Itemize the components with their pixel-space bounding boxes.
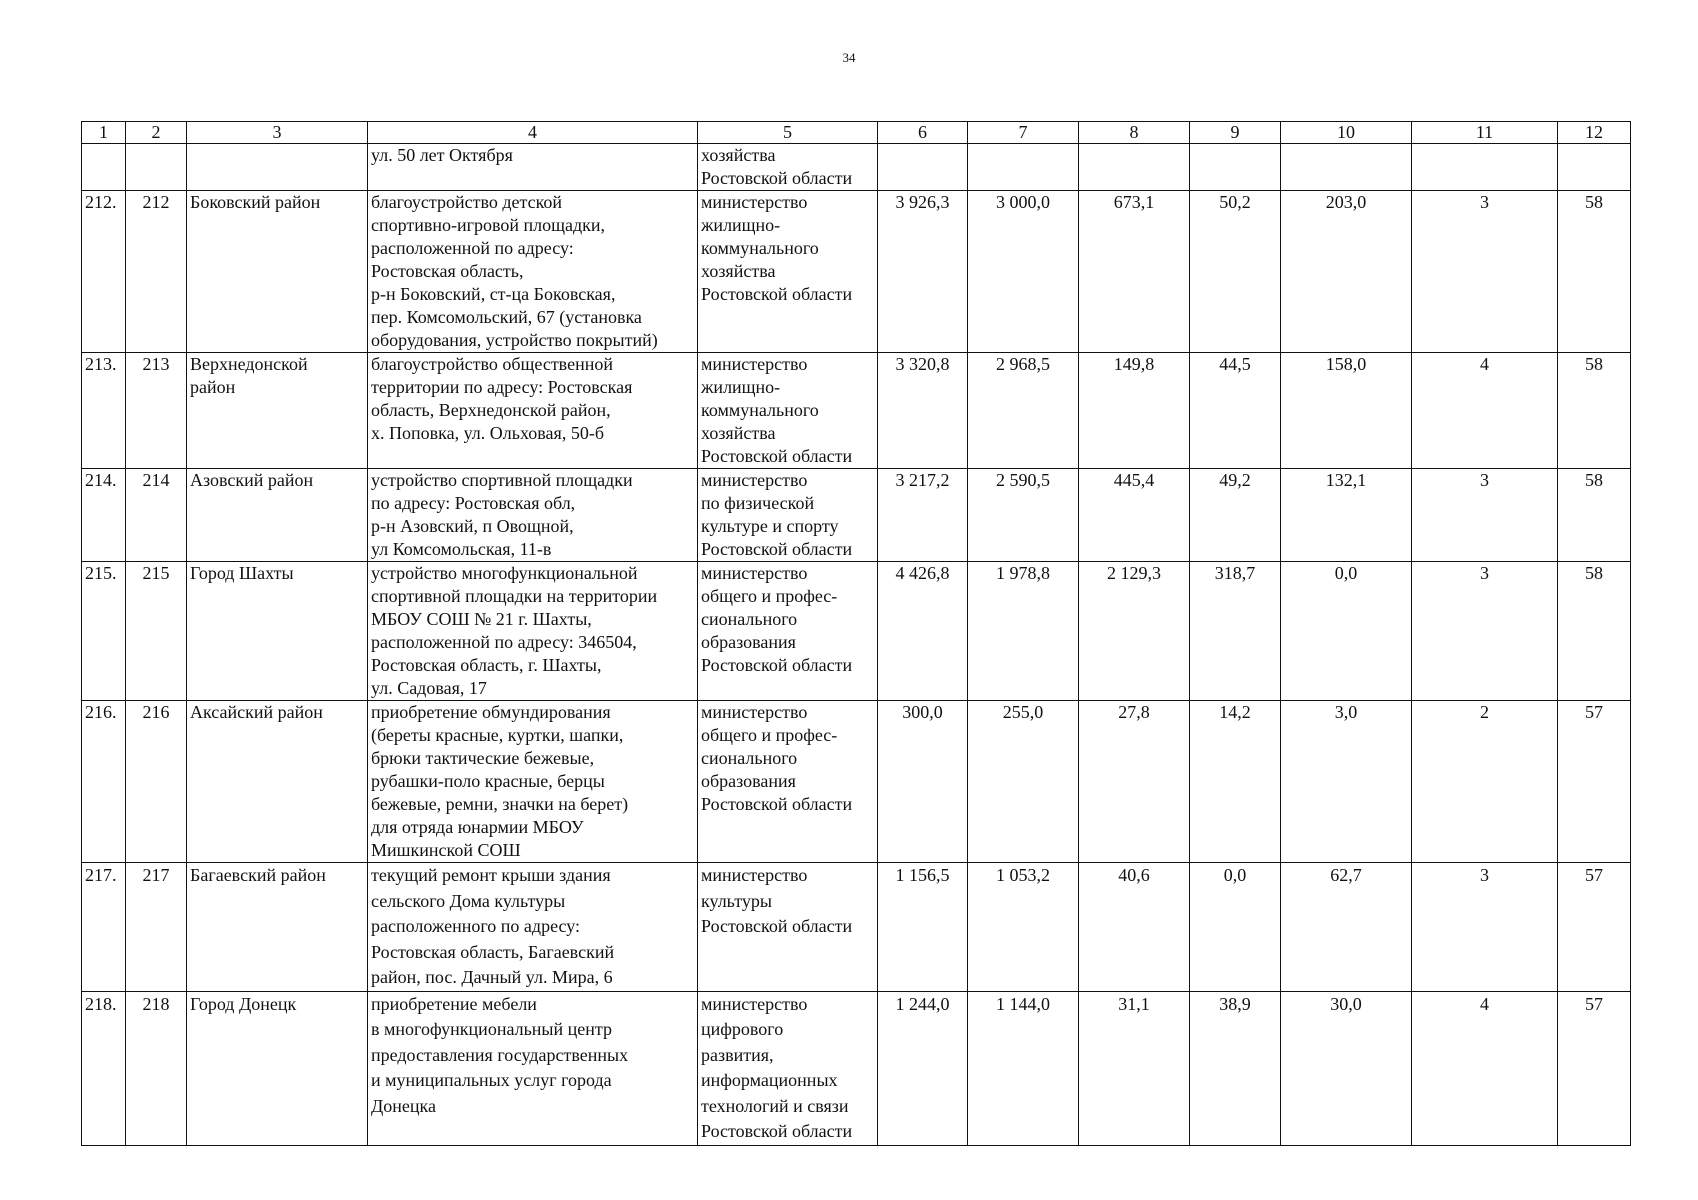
cell-total: 4 426,8 (878, 562, 968, 701)
cell-number: 214. (82, 469, 126, 562)
cell-agency-line: министерство (701, 563, 808, 583)
cell-description-line: область, Верхнедонской район, (371, 400, 611, 420)
cell-index: 213 (126, 353, 187, 469)
cell-col-6 (878, 144, 968, 191)
cell-col-10 (1281, 144, 1412, 191)
cell-district (187, 191, 368, 353)
cell-description-line: ул. 50 лет Октября (371, 145, 513, 165)
cell-description-line: приобретение обмундирования (371, 702, 611, 722)
cell-agency-line: министерство (701, 354, 808, 374)
cell-agency-line: министерство (701, 470, 808, 490)
cell-description (368, 562, 698, 701)
cell-agency-line: министерство (701, 192, 808, 212)
cell-col-9: 318,7 (1190, 562, 1281, 701)
cell-description-line: текущий ремонт крыши здания (371, 865, 611, 885)
cell-agency-line: Ростовской области (701, 539, 853, 559)
column-header-10: 10 (1281, 122, 1412, 144)
cell-description-line: оборудования, устройство покрытий) (371, 330, 658, 350)
cell-total: 3 926,3 (878, 191, 968, 353)
cell-agency-line: сионального (701, 609, 798, 629)
cell-col-12: 58 (1558, 469, 1631, 562)
column-header-7: 7 (968, 122, 1079, 144)
cell-description-line: расположенного по адресу: (371, 916, 581, 936)
cell-agency-line: общего и профес- (701, 725, 838, 745)
cell-col-12: 58 (1558, 191, 1631, 353)
table-row (82, 353, 1631, 469)
cell-agency-line: культуре и спорту (701, 516, 839, 536)
cell-col-12: 57 (1558, 701, 1631, 863)
cell-col-11: 4 (1412, 991, 1558, 1145)
cell-index: 214 (126, 469, 187, 562)
cell-number: 218. (82, 991, 126, 1145)
cell-description-line: расположенной по адресу: 346504, (371, 632, 637, 652)
cell-col-9: 0,0 (1190, 863, 1281, 992)
cell-description-line: (береты красные, куртки, шапки, (371, 725, 624, 745)
cell-description-line: рубашки-поло красные, берцы (371, 771, 605, 791)
cell-agency-line: образования (701, 632, 796, 652)
cell-col-11: 4 (1412, 353, 1558, 469)
cell-description-line: устройство спортивной площадки (371, 470, 633, 490)
cell-agency-line: сионального (701, 748, 798, 768)
cell-description-line: брюки тактические бежевые, (371, 748, 595, 768)
cell-col-11: 3 (1412, 469, 1558, 562)
cell-col-9: 49,2 (1190, 469, 1281, 562)
cell-description-line: р-н Боковский, ст-ца Боковская, (371, 284, 616, 304)
cell-col-10: 158,0 (1281, 353, 1412, 469)
cell-col-10: 132,1 (1281, 469, 1412, 562)
cell-agency (698, 191, 878, 353)
cell-agency (698, 353, 878, 469)
cell-col-12: 58 (1558, 353, 1631, 469)
cell-description-line: расположенной по адресу: (371, 238, 574, 258)
cell-agency-line: жилищно- (701, 215, 781, 235)
table-row (82, 701, 1631, 863)
cell-agency-line: хозяйства (701, 145, 776, 165)
cell-agency-line: технологий и связи (701, 1095, 849, 1116)
cell-agency (698, 701, 878, 863)
cell-district-line: Багаевский район (190, 865, 326, 885)
cell-agency-line: коммунального (701, 400, 819, 420)
cell-col-10: 203,0 (1281, 191, 1412, 353)
cell-agency-line: Ростовской области (701, 168, 853, 188)
cell-agency (698, 562, 878, 701)
cell-description-line: в многофункциональный центр (371, 1019, 612, 1039)
column-header-9: 9 (1190, 122, 1281, 144)
cell-district (187, 991, 368, 1145)
cell-description (368, 353, 698, 469)
cell-description-line: спортивно-игровой площадки, (371, 215, 606, 235)
cell-col-10: 0,0 (1281, 562, 1412, 701)
column-header-5: 5 (698, 122, 878, 144)
cell-total: 1 156,5 (878, 863, 968, 992)
column-header-4: 4 (368, 122, 698, 144)
cell-col-7: 255,0 (968, 701, 1079, 863)
cell-col-9: 44,5 (1190, 353, 1281, 469)
cell-index (126, 144, 187, 191)
cell-description-line: по адресу: Ростовская обл, (371, 493, 576, 513)
cell-description-line: пер. Комсомольский, 67 (установка (371, 307, 642, 327)
cell-total: 3 320,8 (878, 353, 968, 469)
cell-agency-line: Ростовской области (701, 794, 853, 814)
cell-col-7: 1 978,8 (968, 562, 1079, 701)
cell-description-line: предоставления государственных (371, 1044, 629, 1065)
cell-index: 216 (126, 701, 187, 863)
cell-district-line: Азовский район (190, 470, 314, 490)
cell-index: 217 (126, 863, 187, 992)
cell-description (368, 863, 698, 992)
cell-agency-line: Ростовской области (701, 446, 853, 466)
cell-district (187, 863, 368, 992)
cell-agency-line: жилищно- (701, 377, 781, 397)
cell-col-11 (1412, 144, 1558, 191)
cell-col-8 (1079, 144, 1190, 191)
cell-agency-line: по физической (701, 493, 815, 513)
cell-total: 1 244,0 (878, 991, 968, 1145)
cell-description-line: ул. Садовая, 17 (371, 678, 487, 698)
cell-agency-line: развития, (701, 1044, 774, 1065)
cell-total: 3 217,2 (878, 469, 968, 562)
cell-district (187, 562, 368, 701)
cell-district (187, 353, 368, 469)
column-header-1: 1 (82, 122, 126, 144)
cell-description-line: Ростовская область, г. Шахты, (371, 655, 602, 675)
table-row (82, 191, 1631, 353)
cell-col-8: 2 129,3 (1079, 562, 1190, 701)
table-row (82, 469, 1631, 562)
cell-col-9: 50,2 (1190, 191, 1281, 353)
cell-district (187, 469, 368, 562)
cell-description-line: устройство многофункциональной (371, 563, 638, 583)
cell-description-line: район, пос. Дачный ул. Мира, 6 (371, 967, 613, 987)
cell-agency-line: культуры (701, 890, 772, 911)
cell-number: 216. (82, 701, 126, 863)
cell-agency-line: Ростовской области (701, 284, 853, 304)
cell-district (187, 144, 368, 191)
cell-description-line: для отряда юнармии МБОУ (371, 817, 584, 837)
data-table (81, 121, 1631, 1146)
cell-col-7: 1 144,0 (968, 991, 1079, 1145)
cell-col-7: 1 053,2 (968, 863, 1079, 992)
cell-description-line: бежевые, ремни, значки на берет) (371, 794, 629, 814)
cell-col-9: 38,9 (1190, 991, 1281, 1145)
cell-agency-line: министерство (701, 702, 808, 722)
cell-description-line: территории по адресу: Ростовская (371, 377, 633, 397)
cell-agency-line: информационных (701, 1070, 838, 1090)
cell-district-line: Верхнедонской (190, 354, 308, 374)
cell-description (368, 701, 698, 863)
cell-agency-line: общего и профес- (701, 586, 838, 606)
cell-description-line: ул Комсомольская, 11-в (371, 539, 552, 559)
cell-district-line: Город Шахты (190, 563, 294, 583)
cell-number: 215. (82, 562, 126, 701)
cell-index: 218 (126, 991, 187, 1145)
cell-description-line: Мишкинской СОШ (371, 840, 521, 860)
cell-agency-line: образования (701, 771, 796, 791)
cell-description-line: Донецка (371, 1095, 436, 1116)
cell-col-10: 30,0 (1281, 991, 1412, 1145)
column-header-3: 3 (187, 122, 368, 144)
cell-description (368, 144, 698, 191)
cell-col-8: 31,1 (1079, 991, 1190, 1145)
cell-col-8: 149,8 (1079, 353, 1190, 469)
cell-agency-line: Ростовской области (701, 1121, 853, 1141)
cell-col-12: 57 (1558, 863, 1631, 992)
cell-description-line: р-н Азовский, п Овощной, (371, 516, 574, 536)
cell-number (82, 144, 126, 191)
cell-col-8: 445,4 (1079, 469, 1190, 562)
cell-district (187, 701, 368, 863)
cell-agency-line: министерство (701, 993, 808, 1014)
cell-total: 300,0 (878, 701, 968, 863)
cell-col-12: 57 (1558, 991, 1631, 1145)
cell-description-line: Ростовская область, Багаевский (371, 941, 615, 962)
cell-description-line: х. Поповка, ул. Ольховая, 50-б (371, 423, 604, 443)
column-header-11: 11 (1412, 122, 1558, 144)
cell-description (368, 469, 698, 562)
cell-agency-line: хозяйства (701, 261, 776, 281)
cell-agency-line: цифрового (701, 1019, 784, 1039)
column-header-2: 2 (126, 122, 187, 144)
cell-description-line: благоустройство детской (371, 192, 563, 212)
cell-description-line: приобретение мебели (371, 993, 537, 1014)
cell-number: 217. (82, 863, 126, 992)
continuation-row (82, 144, 1631, 191)
cell-col-8: 673,1 (1079, 191, 1190, 353)
page-number: 34 (842, 50, 856, 65)
cell-agency-line: Ростовской области (701, 655, 853, 675)
table-row (82, 991, 1631, 1145)
cell-col-7: 2 590,5 (968, 469, 1079, 562)
column-header-12: 12 (1558, 122, 1631, 144)
cell-agency (698, 863, 878, 992)
cell-col-11: 3 (1412, 562, 1558, 701)
cell-col-11: 3 (1412, 191, 1558, 353)
cell-col-8: 40,6 (1079, 863, 1190, 992)
cell-col-12: 58 (1558, 562, 1631, 701)
cell-description-line: спортивной площадки на территории (371, 586, 658, 606)
table-row (82, 562, 1631, 701)
cell-description (368, 991, 698, 1145)
cell-description-line: Ростовская область, (371, 261, 524, 281)
cell-col-8: 27,8 (1079, 701, 1190, 863)
cell-index: 215 (126, 562, 187, 701)
cell-district-line: Аксайский район (190, 702, 323, 722)
cell-district-line: район (190, 377, 236, 397)
column-header-8: 8 (1079, 122, 1190, 144)
cell-agency (698, 469, 878, 562)
cell-col-9: 14,2 (1190, 701, 1281, 863)
cell-number: 213. (82, 353, 126, 469)
cell-agency (698, 991, 878, 1145)
cell-col-7: 2 968,5 (968, 353, 1079, 469)
cell-col-11: 3 (1412, 863, 1558, 992)
header-row (82, 122, 1631, 144)
cell-col-10: 3,0 (1281, 701, 1412, 863)
table-row (82, 863, 1631, 992)
cell-col-7 (968, 144, 1079, 191)
cell-description-line: и муниципальных услуг города (371, 1070, 612, 1090)
cell-description (368, 191, 698, 353)
cell-col-11: 2 (1412, 701, 1558, 863)
cell-agency (698, 144, 878, 191)
cell-number: 212. (82, 191, 126, 353)
cell-col-9 (1190, 144, 1281, 191)
cell-col-7: 3 000,0 (968, 191, 1079, 353)
cell-description-line: сельского Дома культуры (371, 890, 566, 911)
cell-agency-line: коммунального (701, 238, 819, 258)
cell-agency-line: министерство (701, 865, 808, 885)
column-header-6: 6 (878, 122, 968, 144)
cell-district-line: Город Донецк (190, 993, 297, 1014)
cell-agency-line: хозяйства (701, 423, 776, 443)
cell-description-line: МБОУ СОШ № 21 г. Шахты, (371, 609, 592, 629)
cell-index: 212 (126, 191, 187, 353)
cell-description-line: благоустройство общественной (371, 354, 613, 374)
cell-district-line: Боковский район (190, 192, 321, 212)
cell-col-12 (1558, 144, 1631, 191)
cell-col-10: 62,7 (1281, 863, 1412, 992)
cell-agency-line: Ростовской области (701, 916, 853, 936)
